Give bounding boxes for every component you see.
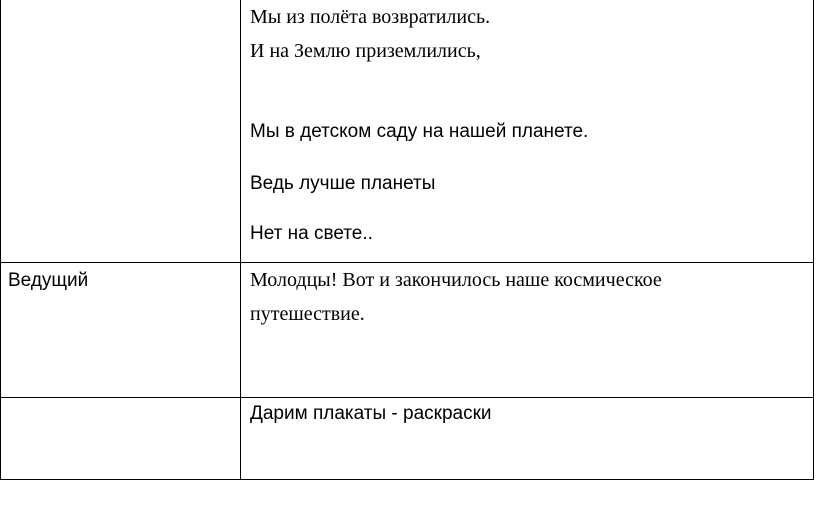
table-row-divider <box>0 397 814 398</box>
poem-line: Нет на свете.. <box>250 223 373 244</box>
table-column-divider <box>240 0 241 480</box>
speech-line: путешествие. <box>250 303 365 325</box>
poem-line: И на Землю приземлились, <box>250 40 481 62</box>
speaker-label: Ведущий <box>8 270 89 291</box>
table-border-left <box>0 0 1 480</box>
speech-line: Дарим плакаты - раскраски <box>250 403 492 424</box>
table-border-right <box>813 0 814 480</box>
poem-line: Мы в детском саду на нашей планете. <box>250 121 589 142</box>
table-border-bottom <box>0 479 814 480</box>
poem-line: Ведь лучше планеты <box>250 173 436 194</box>
poem-line: Мы из полёта возвратились. <box>250 6 491 28</box>
table-row-divider <box>0 262 814 263</box>
speech-line: Молодцы! Вот и закончилось наше космическое <box>250 269 662 291</box>
